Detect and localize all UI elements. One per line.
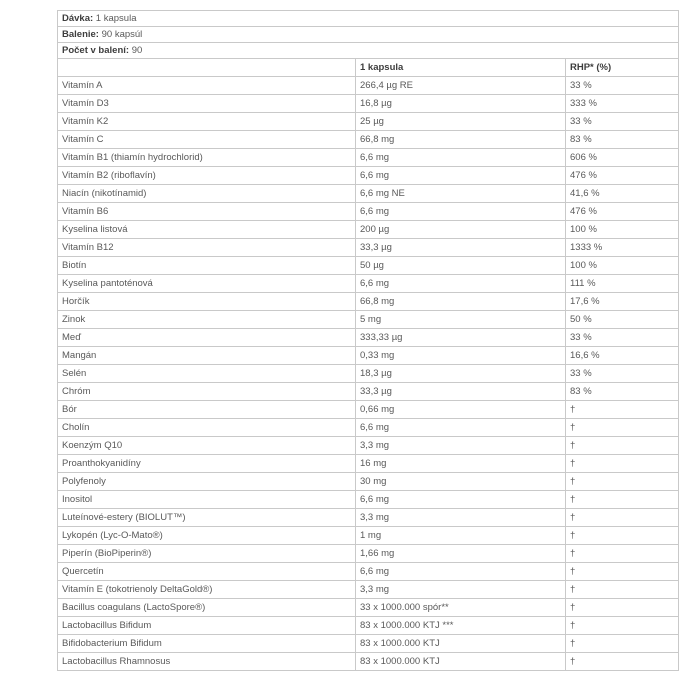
info-cell: [58, 11, 679, 27]
ingredient-amount-cell: 3,3 mg: [356, 581, 566, 599]
table-row: [58, 293, 679, 311]
table-row: [58, 275, 679, 293]
ingredient-rhp-cell: †: [566, 563, 679, 581]
ingredient-amount-cell: 33,3 µg: [356, 383, 566, 401]
ingredient-amount-cell: 83 x 1000.000 KTJ ***: [356, 617, 566, 635]
ingredient-rhp-cell: 606 %: [566, 149, 679, 167]
ingredient-amount-cell: 0,33 mg: [356, 347, 566, 365]
table-row: [58, 617, 679, 635]
ingredient-name-cell: Kyselina listová: [58, 221, 356, 239]
ingredient-rhp-cell: 476 %: [566, 203, 679, 221]
ingredient-rhp-cell: 100 %: [566, 257, 679, 275]
ingredient-amount-cell: 66,8 mg: [356, 293, 566, 311]
ingredient-rhp-cell: 41,6 %: [566, 185, 679, 203]
ingredient-amount-cell: 50 µg: [356, 257, 566, 275]
ingredient-amount-cell: 33,3 µg: [356, 239, 566, 257]
table-row: [58, 239, 679, 257]
table-row: [58, 311, 679, 329]
ingredient-rhp-cell: 33 %: [566, 365, 679, 383]
ingredient-rhp-cell: †: [566, 617, 679, 635]
ingredient-name-cell: Meď: [58, 329, 356, 347]
info-label: Počet v balení:: [62, 45, 130, 56]
ingredient-name-cell: Polyfenoly: [58, 473, 356, 491]
header-rhp-cell: RHP* (%): [566, 59, 679, 77]
ingredient-name-cell: Quercetín: [58, 563, 356, 581]
ingredient-rhp-cell: 83 %: [566, 131, 679, 149]
ingredient-rhp-cell: 83 %: [566, 383, 679, 401]
ingredient-amount-cell: 18,3 µg: [356, 365, 566, 383]
ingredient-amount-cell: 1,66 mg: [356, 545, 566, 563]
ingredient-rhp-cell: 50 %: [566, 311, 679, 329]
ingredient-rhp-cell: †: [566, 419, 679, 437]
ingredient-rows: [58, 59, 679, 671]
ingredient-name-cell: Vitamín B1 (thiamín hydrochlorid): [58, 149, 356, 167]
ingredient-amount-cell: 6,6 mg: [356, 563, 566, 581]
table-row: [58, 203, 679, 221]
info-row: [58, 27, 679, 43]
ingredient-amount-cell: 6,6 mg: [356, 275, 566, 293]
ingredient-name-cell: Horčík: [58, 293, 356, 311]
table-row: [58, 257, 679, 275]
ingredient-name-cell: Chróm: [58, 383, 356, 401]
ingredient-amount-cell: 66,8 mg: [356, 131, 566, 149]
ingredient-name-cell: Mangán: [58, 347, 356, 365]
ingredient-name-cell: Vitamín C: [58, 131, 356, 149]
info-label: Balenie:: [62, 29, 99, 40]
column-header-row: [58, 59, 679, 77]
ingredient-amount-cell: 6,6 mg: [356, 167, 566, 185]
ingredient-name-cell: Piperín (BioPiperin®): [58, 545, 356, 563]
info-value: 1 kapsula: [93, 13, 137, 24]
ingredient-name-cell: Koenzým Q10: [58, 437, 356, 455]
table-row: [58, 221, 679, 239]
ingredient-amount-cell: 30 mg: [356, 473, 566, 491]
ingredient-amount-cell: 6,6 mg: [356, 203, 566, 221]
ingredient-rhp-cell: 33 %: [566, 329, 679, 347]
ingredient-name-cell: Bór: [58, 401, 356, 419]
table-row: [58, 419, 679, 437]
header-per-capsule-cell: 1 kapsula: [356, 59, 566, 77]
table-row: [58, 635, 679, 653]
info-cell: [58, 27, 679, 43]
table-row: [58, 329, 679, 347]
ingredient-amount-cell: 200 µg: [356, 221, 566, 239]
ingredient-rhp-cell: †: [566, 581, 679, 599]
ingredient-rhp-cell: †: [566, 491, 679, 509]
table-row: [58, 347, 679, 365]
info-cell: [58, 43, 679, 59]
ingredient-name-cell: Vitamín B12: [58, 239, 356, 257]
ingredient-amount-cell: 3,3 mg: [356, 437, 566, 455]
supplement-facts-table: [57, 10, 679, 671]
ingredient-rhp-cell: 476 %: [566, 167, 679, 185]
ingredient-amount-cell: 33 x 1000.000 spór**: [356, 599, 566, 617]
ingredient-amount-cell: 3,3 mg: [356, 509, 566, 527]
info-row: [58, 43, 679, 59]
ingredient-amount-cell: 1 mg: [356, 527, 566, 545]
ingredient-amount-cell: 25 µg: [356, 113, 566, 131]
ingredient-name-cell: Inositol: [58, 491, 356, 509]
table-row: [58, 167, 679, 185]
table-row: [58, 149, 679, 167]
table-row: [58, 653, 679, 671]
ingredient-rhp-cell: 1333 %: [566, 239, 679, 257]
ingredient-name-cell: Cholín: [58, 419, 356, 437]
ingredient-name-cell: Vitamín D3: [58, 95, 356, 113]
table-row: [58, 131, 679, 149]
ingredient-name-cell: Selén: [58, 365, 356, 383]
table-row: [58, 95, 679, 113]
ingredient-name-cell: Luteínové-estery (BIOLUT™): [58, 509, 356, 527]
header-ingredient-cell: [58, 59, 356, 77]
ingredient-rhp-cell: †: [566, 473, 679, 491]
ingredient-amount-cell: 16 mg: [356, 455, 566, 473]
ingredient-amount-cell: 266,4 µg RE: [356, 77, 566, 95]
ingredient-rhp-cell: †: [566, 635, 679, 653]
ingredient-rhp-cell: 17,6 %: [566, 293, 679, 311]
ingredient-amount-cell: 333,33 µg: [356, 329, 566, 347]
ingredient-rhp-cell: 16,6 %: [566, 347, 679, 365]
ingredient-name-cell: Lactobacillus Bifidum: [58, 617, 356, 635]
table-row: [58, 383, 679, 401]
table-row: [58, 563, 679, 581]
ingredient-name-cell: Zinok: [58, 311, 356, 329]
ingredient-name-cell: Lykopén (Lyc-O-Mato®): [58, 527, 356, 545]
ingredient-amount-cell: 83 x 1000.000 KTJ: [356, 653, 566, 671]
table-row: [58, 473, 679, 491]
ingredient-rhp-cell: †: [566, 509, 679, 527]
table-row: [58, 185, 679, 203]
table-row: [58, 113, 679, 131]
table-row: [58, 599, 679, 617]
ingredient-name-cell: Vitamín B6: [58, 203, 356, 221]
ingredient-rhp-cell: †: [566, 545, 679, 563]
ingredient-rhp-cell: †: [566, 653, 679, 671]
ingredient-name-cell: Niacín (nikotínamid): [58, 185, 356, 203]
table-row: [58, 581, 679, 599]
table-row: [58, 77, 679, 95]
ingredient-amount-cell: 83 x 1000.000 KTJ: [356, 635, 566, 653]
ingredient-rhp-cell: †: [566, 401, 679, 419]
ingredient-name-cell: Bifidobacterium Bifidum: [58, 635, 356, 653]
info-row: [58, 11, 679, 27]
table-row: [58, 455, 679, 473]
info-value: 90: [129, 45, 143, 56]
ingredient-name-cell: Vitamín A: [58, 77, 356, 95]
ingredient-name-cell: Lactobacillus Rhamnosus: [58, 653, 356, 671]
ingredient-rhp-cell: †: [566, 527, 679, 545]
ingredient-rhp-cell: †: [566, 455, 679, 473]
ingredient-name-cell: Kyselina pantoténová: [58, 275, 356, 293]
ingredient-rhp-cell: 33 %: [566, 77, 679, 95]
table-row: [58, 437, 679, 455]
ingredient-amount-cell: 0,66 mg: [356, 401, 566, 419]
ingredient-name-cell: Biotín: [58, 257, 356, 275]
ingredient-rhp-cell: 33 %: [566, 113, 679, 131]
table-row: [58, 509, 679, 527]
ingredient-amount-cell: 6,6 mg: [356, 149, 566, 167]
ingredient-name-cell: Vitamín E (tokotrienoly DeltaGold®): [58, 581, 356, 599]
ingredient-name-cell: Vitamín K2: [58, 113, 356, 131]
ingredient-amount-cell: 5 mg: [356, 311, 566, 329]
info-value: 90 kapsúl: [98, 29, 143, 40]
table-row: [58, 527, 679, 545]
ingredient-amount-cell: 6,6 mg: [356, 491, 566, 509]
table-row: [58, 491, 679, 509]
table-row: [58, 545, 679, 563]
ingredient-name-cell: Vitamín B2 (riboflavín): [58, 167, 356, 185]
ingredient-amount-cell: 6,6 mg: [356, 419, 566, 437]
ingredient-name-cell: Bacillus coagulans (LactoSpore®): [58, 599, 356, 617]
table-row: [58, 365, 679, 383]
ingredient-rhp-cell: 111 %: [566, 275, 679, 293]
ingredient-rhp-cell: †: [566, 599, 679, 617]
table-row: [58, 401, 679, 419]
ingredient-amount-cell: 6,6 mg NE: [356, 185, 566, 203]
ingredient-amount-cell: 16,8 µg: [356, 95, 566, 113]
ingredient-name-cell: Proanthokyanidíny: [58, 455, 356, 473]
dose-info-rows: [58, 11, 679, 59]
ingredient-rhp-cell: †: [566, 437, 679, 455]
info-label: Dávka:: [62, 13, 94, 24]
ingredient-rhp-cell: 333 %: [566, 95, 679, 113]
ingredient-rhp-cell: 100 %: [566, 221, 679, 239]
